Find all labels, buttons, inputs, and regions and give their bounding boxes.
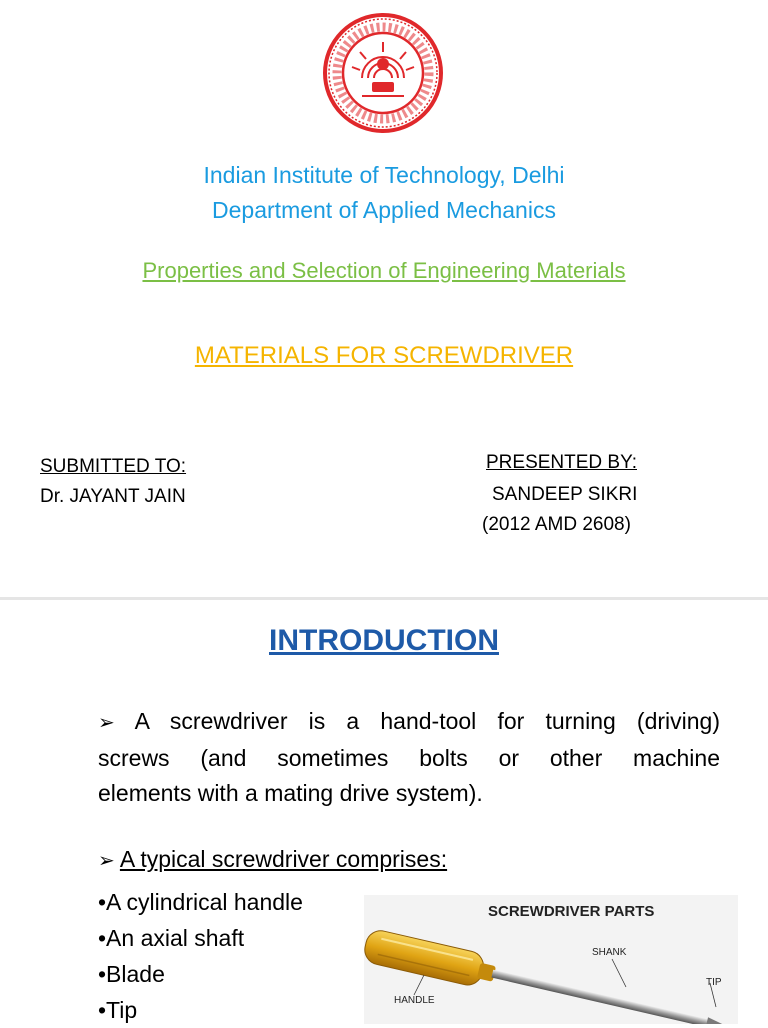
list-item: •An axial shaft: [98, 925, 245, 951]
paragraph-line: screws (and sometimes bolts or other machine: [98, 745, 720, 771]
iit-delhi-seal-icon: [322, 12, 444, 134]
screwdriver-parts-image: [364, 895, 738, 1024]
image-title: SCREWDRIVER PARTS: [488, 903, 655, 920]
institute-name: Indian Institute of Technology, Delhi: [203, 162, 565, 188]
shank-label: SHANK: [592, 947, 627, 958]
parts-list: [98, 884, 303, 1028]
comprises-heading: ➢ A typical screwdriver comprises:: [98, 846, 448, 872]
presenter-roll-number: (2012 AMD 2608): [482, 514, 631, 535]
list-item: •Blade: [98, 961, 165, 987]
course-title: Properties and Selection of Engineering Materials: [142, 258, 626, 283]
handle-label: HANDLE: [394, 995, 435, 1006]
arrow-bullet-icon: ➢: [98, 850, 115, 872]
paragraph-line: elements with a mating drive system).: [98, 780, 483, 806]
list-item: •A cylindrical handle: [98, 889, 303, 915]
list-item: •Tip: [98, 997, 138, 1023]
paragraph-line: ➢ A screwdriver is a hand-tool for turning (driving): [98, 708, 721, 734]
submitted-to-label: SUBMITTED TO:: [40, 456, 187, 477]
topic-title: MATERIALS FOR SCREWDRIVER: [194, 342, 574, 369]
department-name: Department of Applied Mechanics: [212, 197, 556, 223]
submitted-to-name: Dr. JAYANT JAIN: [40, 486, 186, 507]
introduction-title: INTRODUCTION: [269, 624, 499, 657]
arrow-bullet-icon: ➢: [98, 712, 115, 734]
presenter-name: SANDEEP SIKRI: [492, 484, 638, 505]
introduction-slide: [0, 600, 768, 1024]
tip-label: TIP: [706, 977, 722, 988]
definition-paragraph: [98, 704, 720, 811]
presented-by-label: PRESENTED BY:: [486, 452, 637, 473]
